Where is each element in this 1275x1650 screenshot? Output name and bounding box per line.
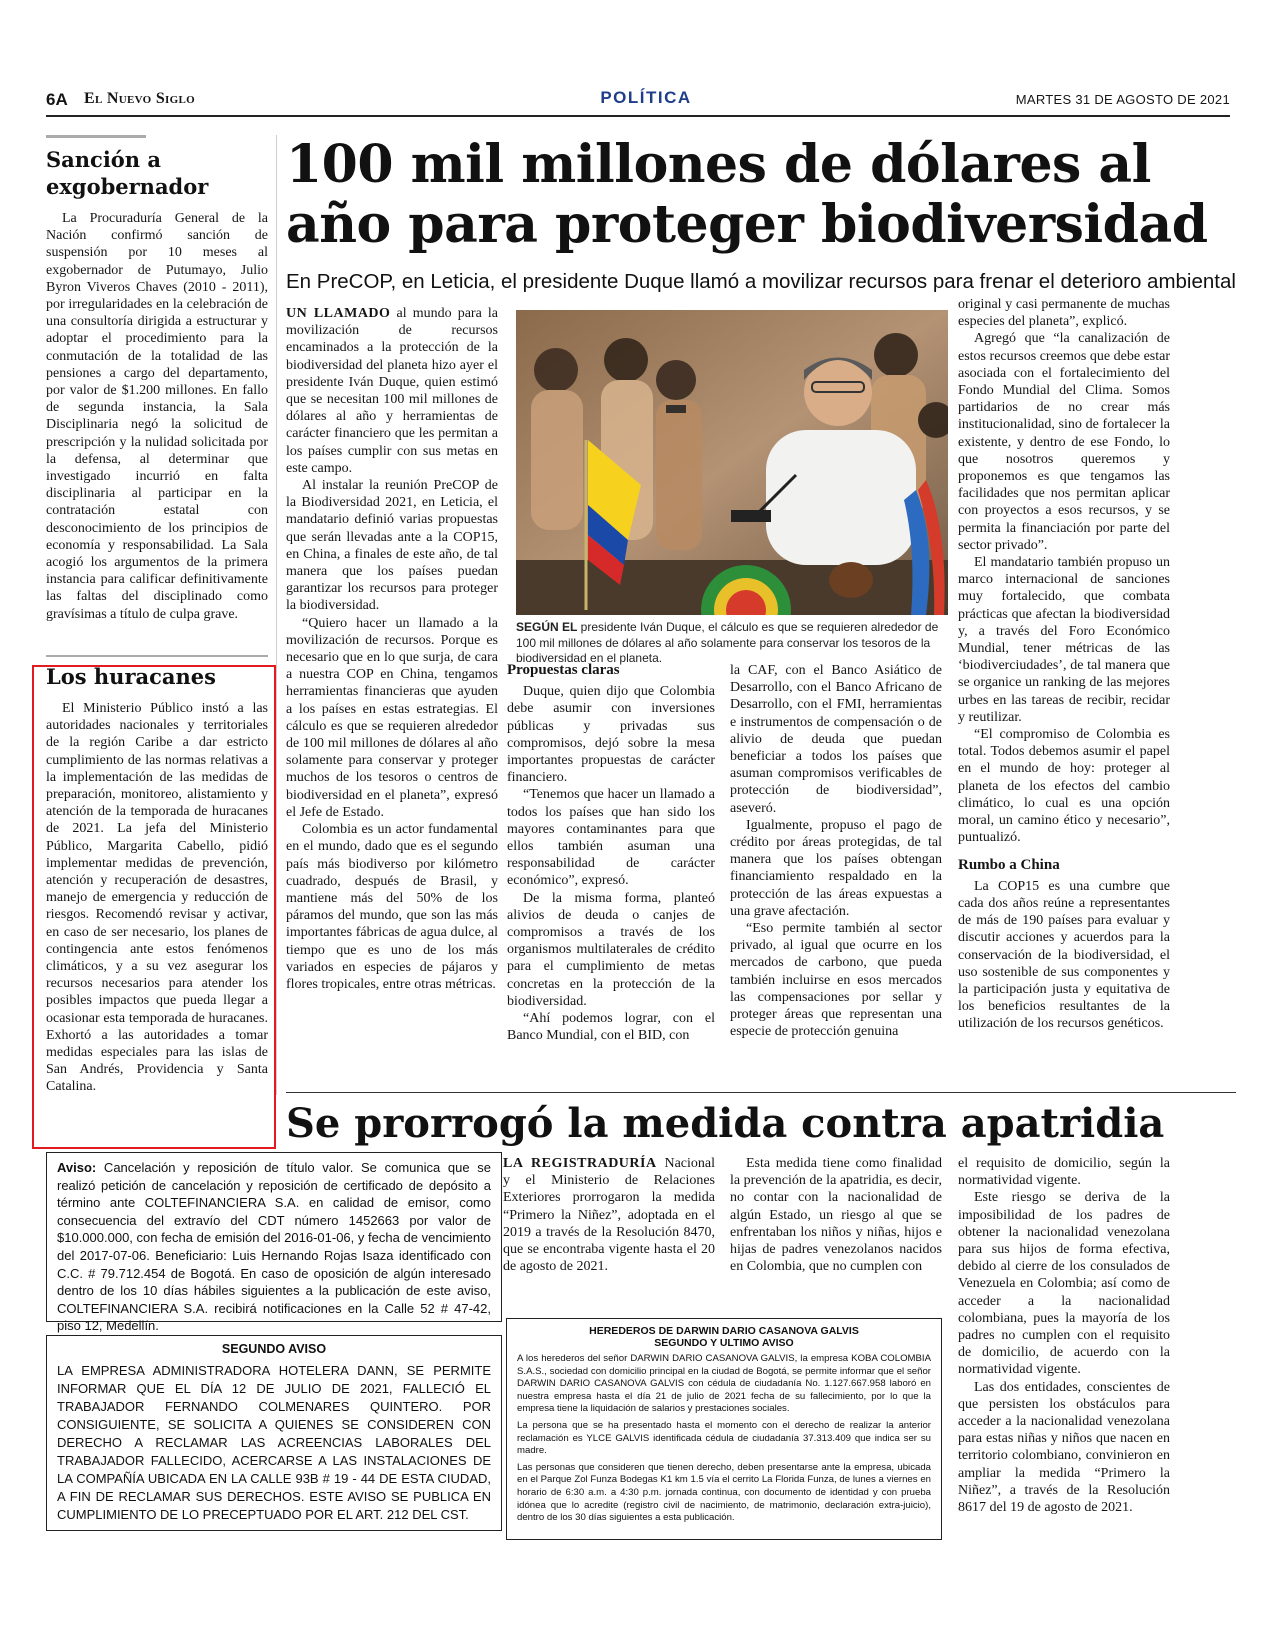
sidebar-rule	[46, 135, 146, 138]
paragraph-text: al mundo para la movilización de recursos encaminados a la protección de la biodiversidad del planeta hizo ayer el presidente Iván Duque, quien estimó que se necesitan 100 mil millones de dólares al año y herramientas de carácter financiero que les permitan a los países cumplir con sus metas en este campo.	[286, 306, 498, 476]
paragraph: “Tenemos que hacer un llamado a todos los países que han sido los mayores contaminantes para que ellos también asuman una responsabilidad de carácter económico”, expresó.	[507, 787, 715, 889]
story-divider	[286, 1092, 1236, 1093]
second-headline: Se prorrogó la medida contra apatridia	[286, 1100, 1165, 1147]
notice-label: Aviso:	[57, 1160, 97, 1175]
paragraph: Esta medida tiene como finalidad la prevención de la apatridia, es decir, no contar con la nacionalidad de algún Estado, un riesgo al que se enfrentaban los niños y niñas, hijos e hijas de padres venezolanos nacidos en Colombia, que no cumplen con	[730, 1156, 942, 1275]
paragraph	[503, 1155, 715, 1275]
paragraph	[286, 305, 498, 477]
masthead-rule	[46, 115, 1230, 117]
notice-paragraph: A los herederos del señor DARWIN DARIO CASANOVA GALVIS, la empresa KOBA COLOMBIA S.A.S., sociedad con domicilio principal en la ciudad de Bogotá, se permite informar que el señor DARWIN DARIO CASANOVA GALVIS con cédula de ciudadanía No. 1.127.667.958 laboró en nuestra empresa hasta el día 21 de julio de 2021 fecha de su fallecimiento, por lo que la empresa tiene la liquidación de salarios y prestaciones sociales.	[517, 1353, 931, 1415]
sidebar-huracanes	[46, 655, 268, 1096]
newspaper-name: El Nuevo Siglo	[84, 90, 195, 107]
section-name: POLÍTICA	[600, 88, 692, 107]
notice-paragraph: Las personas que consideren que tienen derecho, deben presentarse ante la empresa, ubicada en el Parque Zol Funza Bodegas K1 km 1.5 vía el cerrito La Florida Funza, de lunes a viernes en horario de 6:30 a.m. a 4:30 p.m. jornada continua, con documento de identidad y con prueba idónea que lo acredite (registro civil de nacimiento, de matrimonio, declaración extra-juicio), dentro de los 30 días siguientes a esta publicación.	[517, 1461, 931, 1524]
paragraph: “El compromiso de Colombia es total. Todos debemos asumir el papel en el mundo de hoy: proteger al planeta de los efectos del cambio climático, lo cual es una opción moral, un camino ético y necesario”, puntualizó.	[958, 727, 1170, 846]
main-column-4	[958, 296, 1170, 1033]
main-column-2	[507, 662, 715, 1044]
notice-subtitle: SEGUNDO Y ULTIMO AVISO	[654, 1337, 794, 1349]
page-number: 6A	[46, 90, 68, 109]
notice-title: SEGUNDO AVISO	[221, 1342, 327, 1356]
legal-notice-herederos	[506, 1318, 942, 1540]
paragraph: La COP15 es una cumbre que cada dos años reúne a representantes de más de 190 países para evaluar y discutir acciones y acuerdos para la conservación de la biodiversidad, el uso sostenible de sus componentes y la participación justa y equitativa de los beneficios resultantes de la utilización de los recursos genéticos.	[958, 878, 1170, 1032]
notice-paragraph: La persona que se ha presentado hasta el momento con el derecho de realizar la anterior reclamación es YLCE GALVIS identificada cédula de ciudadanía 37.313.409 que indica ser su madre.	[517, 1419, 931, 1457]
sidebar-body-sancion	[46, 210, 268, 623]
lead-in: LA REGISTRADURÍA	[503, 1156, 657, 1171]
sidebar-body-huracanes	[46, 700, 268, 1096]
sidebar-paragraph: La Procuraduría General de la Nación confirmó sanción de suspensión por 10 meses al exgobernador de Putumayo, Julio Byron Viveros Chaves (2010 - 2011), por irregularidades en la celebración de una consultoría dirigida a estructurar y adoptar el procedimiento para la conmutación de la totalidad de las pensiones a cargo del departamento, por valor de $1.200 millones. En fallo de segunda instancia, la Sala Disciplinaria negó la solicitud de prescripción y la nulidad solicitada por la defensa, al determinar que investigado incurrió en falta disciplinaria al participar en la contratación estatal con desconocimiento de los principios de economía y responsabilidad. La Sala acogió los argumentos de la primera instancia para calificar definitivamente las faltas del disciplinado como gravísimas a título de culpa grave.	[46, 211, 268, 622]
second-column-2	[730, 1155, 942, 1275]
notice-title: HEREDEROS DE DARWIN DARIO CASANOVA GALVIS	[589, 1325, 859, 1337]
issue-date: MARTES 31 DE AGOSTO DE 2021	[1015, 92, 1230, 107]
column-rule	[276, 135, 277, 1095]
paragraph: Agregó que “la canalización de estos recursos creemos que debe estar asociada con el fortalecimiento del Fondo Mundial del Clima. Somos partidarios de no crear más institucionalidad, sino de fortalecer la existente, y dentro de ese Fondo, lo que nosotros queremos y proponemos es que tengamos las facilidades que nos permitan aplicar con proyectos a esos recursos, y se permita la financiación por parte del sector privado”.	[958, 331, 1170, 553]
masthead	[46, 88, 1230, 114]
paragraph-text: Nacional y el Ministerio de Relaciones Exteriores prorrogaron la medida “Primero la Niñez”, adoptada en el 2019 a través de la Resolución 8470, que se encontraba vigente hasta el 20 de agosto de 2021.	[503, 1156, 716, 1275]
main-subtitle: En PreCOP, en Leticia, el presidente Duque llamó a movilizar recursos para frenar el deterioro ambiental	[286, 270, 1236, 293]
paragraph: Igualmente, propuso el pago de crédito por áreas protegidas, de tal manera que los países obtengan financiamiento respaldado en la protección de las áreas expuestas a una grave afectación.	[730, 817, 942, 919]
subheading: Rumbo a China	[958, 856, 1060, 873]
paragraph: Colombia es un actor fundamental en el mundo, dado que es el segundo país más biodiverso por kilómetro cuadrado, después de Brasil, y mantiene más del 50% de los páramos del mundo, que son las más importantes fábricas de agua dulce, al tiempo que es uno de los más variados en especies de pájaros y flores tropicales, entre otras métricas.	[286, 822, 498, 992]
photo-caption	[516, 620, 948, 667]
paragraph: El mandatario también propuso un marco internacional de sanciones muy fortalecido, que combata prácticas que afectan la biodiversidad y, a través del Foro Económico Mundial, tener métricas de las ‘biodiverciudades’, de tal manera que se organice un ranking de las mejores urbes en las tareas de recibir, recidar y reutilizar.	[958, 555, 1170, 725]
sidebar-paragraph: El Ministerio Público instó a las autoridades nacionales y territoriales de la región Caribe a dar estricto cumplimiento de las normas relativas a la implementación de las medidas de preparación, monitoreo, alistamiento y atención de la temporada de huracanes de 2021. La jefa del Ministerio Público, Margarita Cabello, pidió implementar medidas de prevención, atención y recuperación de desastres, manejo de emergencia y reducción de riesgos. Recomendó revisar y activar, en caso de ser necesario, los planes de contingencia ante estos fenómenos climáticos, y a su vez asegurar los recursos necesarios para atender los posibles impactos que pueda llegar a ocasionar esta temporada de huracanes. Exhortó a las autoridades a tomar medidas especiales para las islas de San Andrés, Providencia y Santa Catalina.	[46, 701, 268, 1095]
paragraph: “Eso permite también al sector privado, al igual que ocurre en los mercados de carbono, que pueda también incluirse en esos mercados las compensaciones por sellar y proteger áreas que representan una especie de protección genuina	[730, 921, 942, 1040]
notice-text: LA EMPRESA ADMINISTRADORA HOTELERA DANN, SE PERMITE INFORMAR QUE EL DÍA 12 DE JULIO DE 2021, FALLECIÓ EL TRABAJADOR FERNANDO COLMENARES QUINTERO. POR CONSIGUIENTE, SE SOLICITA A QUIENES SE CONSIDEREN CON DERECHO A RECLAMAR LAS ACREENCIAS LABORALES DEL TRABAJADOR FALLECIDO, ACERCARSE A LAS INSTALACIONES DE LA COMPAÑÍA UBICADA EN LA CALLE 93B # 19 - 44 DE ESTA CIUDAD, A FIN DE RECLAMAR SUS DERECHOS. ESTE AVISO SE PUBLICA EN CUMPLIMIENTO DE LO PRECEPTUADO POR EL ART. 212 DEL CST.	[57, 1363, 491, 1522]
caption-lead: SEGÚN EL	[516, 620, 578, 634]
paragraph: el requisito de domicilio, según la normatividad vigente.	[958, 1156, 1170, 1189]
legal-notice-segundo-aviso	[46, 1335, 502, 1531]
sidebar-title-sancion: Sanción a exgobernador	[46, 147, 209, 199]
paragraph: “Ahí podemos lograr, con el Banco Mundial, con el BID, con	[507, 1011, 715, 1044]
paragraph: De la misma forma, planteó alivios de deuda o canjes de compromisos a través de los organismos multilaterales de crédito para el cumplimiento de metas concretas en la protección de la biodiversidad.	[507, 890, 715, 1009]
paragraph: Este riesgo se deriva de la imposibilidad de los padres de obtener la nacionalidad venezolana para sus hijos de forma efectiva, debido al cierre de los consulados de Venezuela en Colombia; así como de acceder a la nacionalidad colombiana, pues la mayoría de los padres no cumplen con el requisito de domicilio, de acuerdo con la normatividad vigente.	[958, 1190, 1170, 1378]
main-column-3	[730, 662, 942, 1040]
second-column-3	[958, 1155, 1170, 1516]
paragraph: Duque, quien dijo que Colombia debe asumir con inversiones públicas y privadas sus compromisos, dejó sobre la mesa importantes propuestas de carácter financiero.	[507, 684, 715, 786]
lead-in: UN LLAMADO	[286, 306, 391, 321]
sidebar-column	[46, 135, 268, 623]
sidebar-rule	[46, 655, 268, 657]
second-column-1	[503, 1155, 715, 1275]
paragraph: Al instalar la reunión PreCOP de la Biodiversidad 2021, en Leticia, el mandatario definió varias propuestas que serán llevadas ante a la COP15, en China, a finales de este año, de tal manera que los países puedan garantizar los recursos para proteger la biodiversidad.	[286, 478, 498, 614]
paragraph: Las dos entidades, conscientes de que persisten los obstáculos para acceder a la nacionalidad venezolana para estas niñas y niños que nacen en territorio colombiano, convinieron en ampliar la medida “Primero la Niñez”, a través de la Resolución 8617 del 19 de agosto de 2021.	[958, 1379, 1170, 1516]
paragraph: la CAF, con el Banco Asiático de Desarrollo, con el Banco Africano de Desarrollo, con el FMI, herramientas e instrumentos de compensación o de alivio de deuda que puedan beneficiar a todos los países que asuman compromisos verificables de protección de biodiversidad”, aseveró.	[730, 663, 942, 816]
news-photo	[516, 310, 948, 615]
caption-text: presidente Iván Duque, el cálculo es que se requieren alrededor de 100 mil millones de dólares al año solamente para conservar los tesoros de la biodiversidad en el planeta.	[516, 620, 939, 665]
main-column-1	[286, 305, 498, 993]
sidebar-title-huracanes: Los huracanes	[46, 664, 216, 689]
legal-notice-coltefinanciera	[46, 1152, 502, 1334]
main-headline: 100 mil millones de dólares al año para proteger biodiversidad	[286, 134, 1208, 255]
notice-text: Cancelación y reposición de título valor. Se comunica que se realizó petición de cancelación y reposición de certificado de depósito a término ante COLTEFINANCIERA S.A. en calidad de emisor, como consecuencia del extravío del CDT número 1452663 por valor de $10.000.000, con fecha de emisión del 2016-01-06, y fecha de vencimiento del 2017-07-06. Beneficiario: Luis Hernando Rojas Isaza identificado con C.C. # 79.712.454 de Bogotá. En caso de oposición de algún interesado dentro de los 10 días hábiles siguientes a la publicación de este aviso, COLTEFINANCIERA S.A. recibirá notificaciones en la Calle 52 # 47-42, piso 12, Medellín.	[57, 1160, 491, 1334]
paragraph: “Quiero hacer un llamado a la movilización de recursos. Porque es necesario que en lo que surja, de cara a nuestra COP en China, tengamos herramientas financieras que ayuden a los países en estas estrategias. El cálculo es que se requieren alrededor de 100 mil millones de dólares al año solamente para conservar y proteger muchos de los tesoros o centros de biodiversidad en el planeta”, expresó el Jefe de Estado.	[286, 615, 498, 820]
photo-illustration	[516, 310, 948, 615]
paragraph: original y casi permanente de muchas especies del planeta”, explicó.	[958, 297, 1170, 330]
subheading: Propuestas claras	[507, 662, 620, 678]
